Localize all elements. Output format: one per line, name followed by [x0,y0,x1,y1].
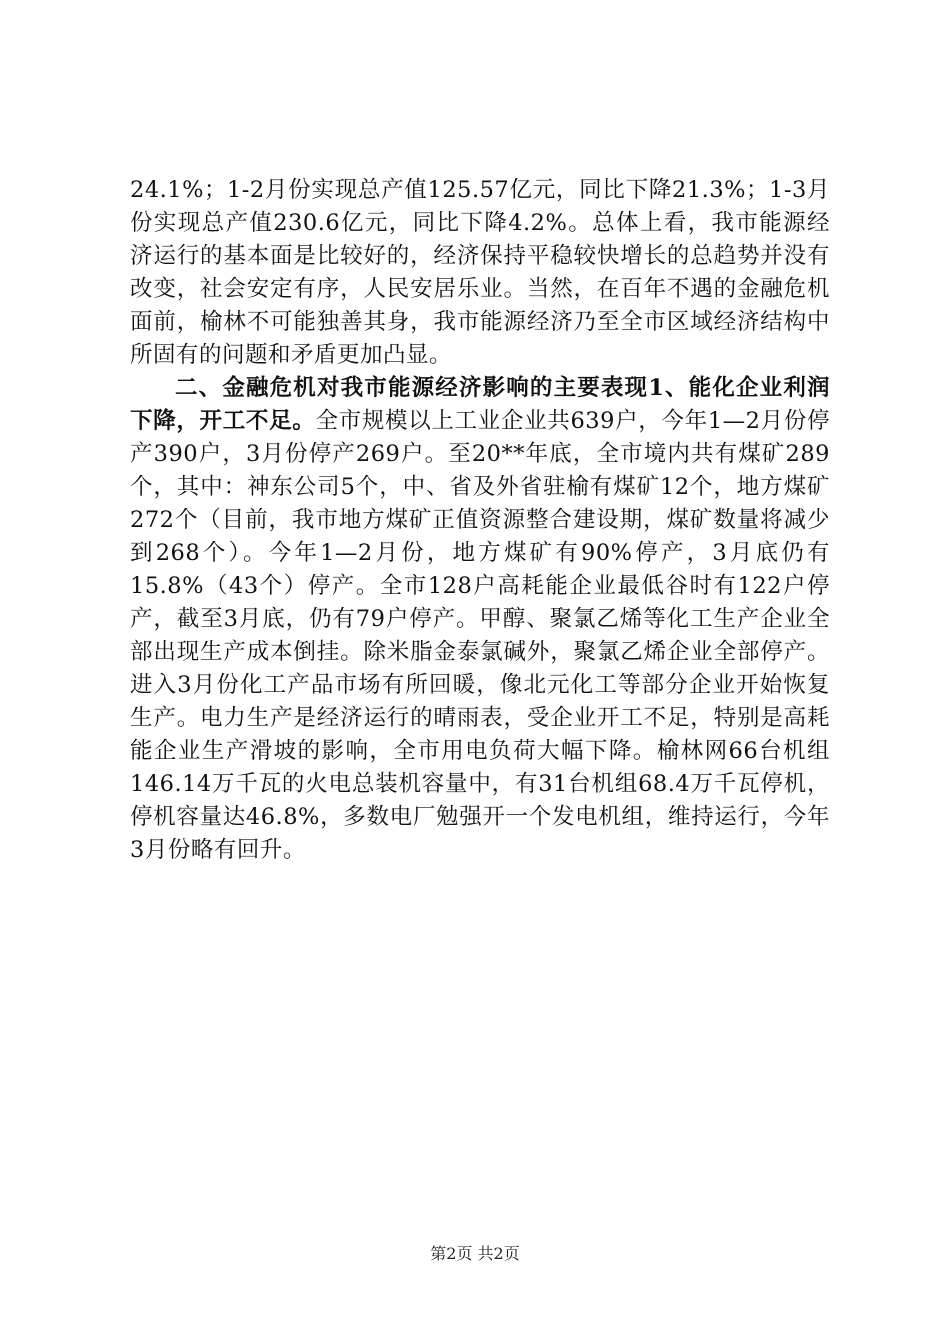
paragraph-text: 24.1%；1-2月份实现总产值125.57亿元，同比下降21.3%；1-3月份实现总产值230.6亿元，同比下降4.2%。总体上看，我市能源经济运行的基本面是比较好的，经济保持平稳较快增长的总趋势并没有改变，社会安定有序，人民安居乐业。当然，在百年不遇的金融危机面前，榆林不可能独善其身，我市能源经济乃至全市区域经济结构中所固有的问题和矛盾更加凸显。 [130,177,830,368]
paragraph-text: 全市规模以上工业企业共639户，今年1—2月份停产390户，3月份停产269户。至20**年底，全市境内共有煤矿289个，其中：神东公司5个，中、省及外省驻榆有煤矿12个，地方煤矿272个（目前，我市地方煤矿正值资源整合建设期，煤矿数量将减少到268个）。今年1—2月份，地方煤矿有90%停产，3月底仍有15.8%（43个）停产。全市128户高耗能企业最低谷时有122户停产，截至3月底，仍有79户停产。甲醇、聚氯乙烯等化工生产企业全部出现生产成本倒挂。除米脂金泰氯碱外，聚氯乙烯企业全部停产。进入3月份化工产品市场有所回暖，像北元化工等部分企业开始恢复生产。电力生产是经济运行的晴雨表，受企业开工不足，特别是高耗能企业生产滑坡的影响，全市用电负荷大幅下降。榆林网66台机组146.14万千瓦的火电总装机容量中，有31台机组68.4万千瓦停机，停机容量达46.8%，多数电厂勉强开一个发电机组，维持运行，今年3月份略有回升。 [130,408,830,863]
paragraph-section-two [130,372,830,867]
page-number-label: 第2页 共2页 [430,1244,520,1263]
page-footer [0,1243,950,1265]
document-body [130,174,830,867]
section-heading: 二、金融危机对我市能源经济影响的主要表现1、能化企业利润下降，开工不足。 [130,375,830,434]
paragraph-continuation [130,174,830,372]
